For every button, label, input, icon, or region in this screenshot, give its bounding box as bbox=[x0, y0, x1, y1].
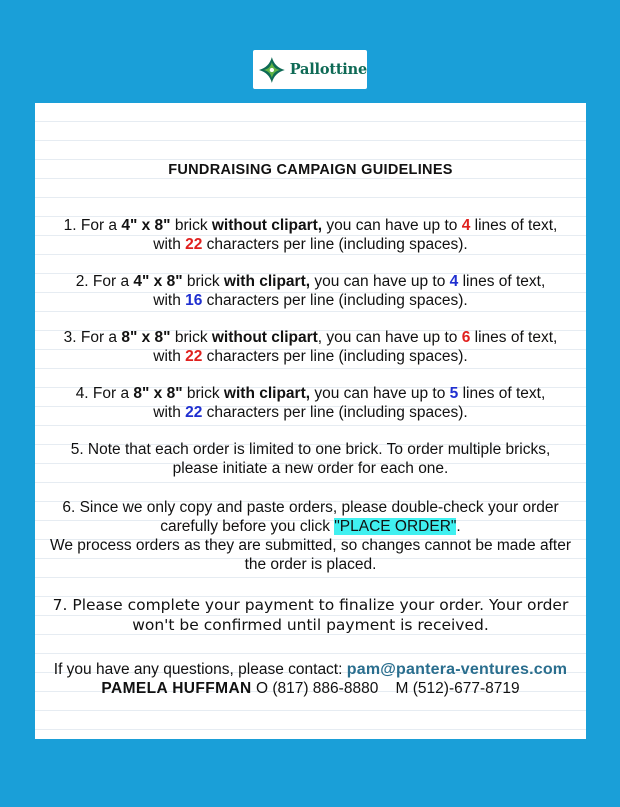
guideline-4-line-1: 4. For a 8" x 8" brick with clipart, you can have up to 5 lines of text, bbox=[75, 385, 546, 402]
contact-phones: O (817) 886-8880 M (512)-677-8719 bbox=[255, 680, 520, 697]
guideline-2-line-1: 2. For a 4" x 8" brick with clipart, you can have up to 4 lines of text, bbox=[75, 273, 546, 290]
guideline-7 bbox=[35, 595, 586, 635]
guideline-6-line-4: the order is placed. bbox=[244, 556, 377, 573]
guideline-3-line-2: with 22 characters per line (including spaces). bbox=[153, 348, 468, 365]
line-count: 5 bbox=[449, 385, 459, 402]
pallottine-cross-mark-icon bbox=[257, 55, 287, 85]
guideline-6-line-1: 6. Since we only copy and paste orders, please double-check your order bbox=[62, 499, 559, 516]
contact-intro: If you have any questions, please contact: bbox=[53, 661, 343, 678]
char-count: 16 bbox=[185, 292, 203, 309]
guideline-6-line-3: We process orders as they are submitted, so changes cannot be made after bbox=[50, 537, 571, 554]
line-count: 4 bbox=[449, 273, 459, 290]
line-count: 4 bbox=[461, 217, 471, 234]
logo-text: Pallottine bbox=[289, 61, 367, 78]
guideline-4-line-2: with 22 characters per line (including spaces). bbox=[153, 404, 468, 421]
guideline-1 bbox=[35, 216, 586, 254]
guidelines-card bbox=[35, 103, 586, 739]
contact-email-link[interactable]: pam@pantera-ventures.com bbox=[346, 661, 568, 678]
guideline-6-line-2: carefully before you click "PLACE ORDER". bbox=[160, 518, 461, 535]
place-order-highlight: "PLACE ORDER" bbox=[334, 518, 457, 535]
guideline-5-line-2: please initiate a new order for each one. bbox=[172, 460, 449, 477]
char-count: 22 bbox=[185, 404, 203, 421]
contact-name: PAMELA HUFFMAN bbox=[101, 680, 252, 697]
guideline-2 bbox=[35, 272, 586, 310]
char-count: 22 bbox=[185, 236, 203, 253]
pallottine-logo bbox=[253, 50, 367, 89]
guideline-3-line-1: 3. For a 8" x 8" brick without clipart, you can have up to 6 lines of text, bbox=[63, 329, 558, 346]
guideline-3 bbox=[35, 328, 586, 366]
guideline-5-line-1: 5. Note that each order is limited to one brick. To order multiple bricks, bbox=[70, 441, 551, 458]
char-count: 22 bbox=[185, 348, 203, 365]
line-count: 6 bbox=[461, 329, 471, 346]
guideline-5 bbox=[35, 440, 586, 478]
guideline-1-line-1: 1. For a 4" x 8" brick without clipart, you can have up to 4 lines of text, bbox=[63, 217, 558, 234]
contact-section bbox=[35, 660, 586, 698]
guideline-6 bbox=[35, 498, 586, 574]
guideline-2-line-2: with 16 characters per line (including spaces). bbox=[153, 292, 468, 309]
guideline-7-line-2: won't be confirmed until payment is received. bbox=[132, 616, 489, 634]
guideline-4 bbox=[35, 384, 586, 422]
page-title: FUNDRAISING CAMPAIGN GUIDELINES bbox=[168, 162, 453, 178]
guideline-7-line-1: 7. Please complete your payment to finalize your order. Your order bbox=[52, 596, 569, 614]
guideline-1-line-2: with 22 characters per line (including spaces). bbox=[153, 236, 468, 253]
